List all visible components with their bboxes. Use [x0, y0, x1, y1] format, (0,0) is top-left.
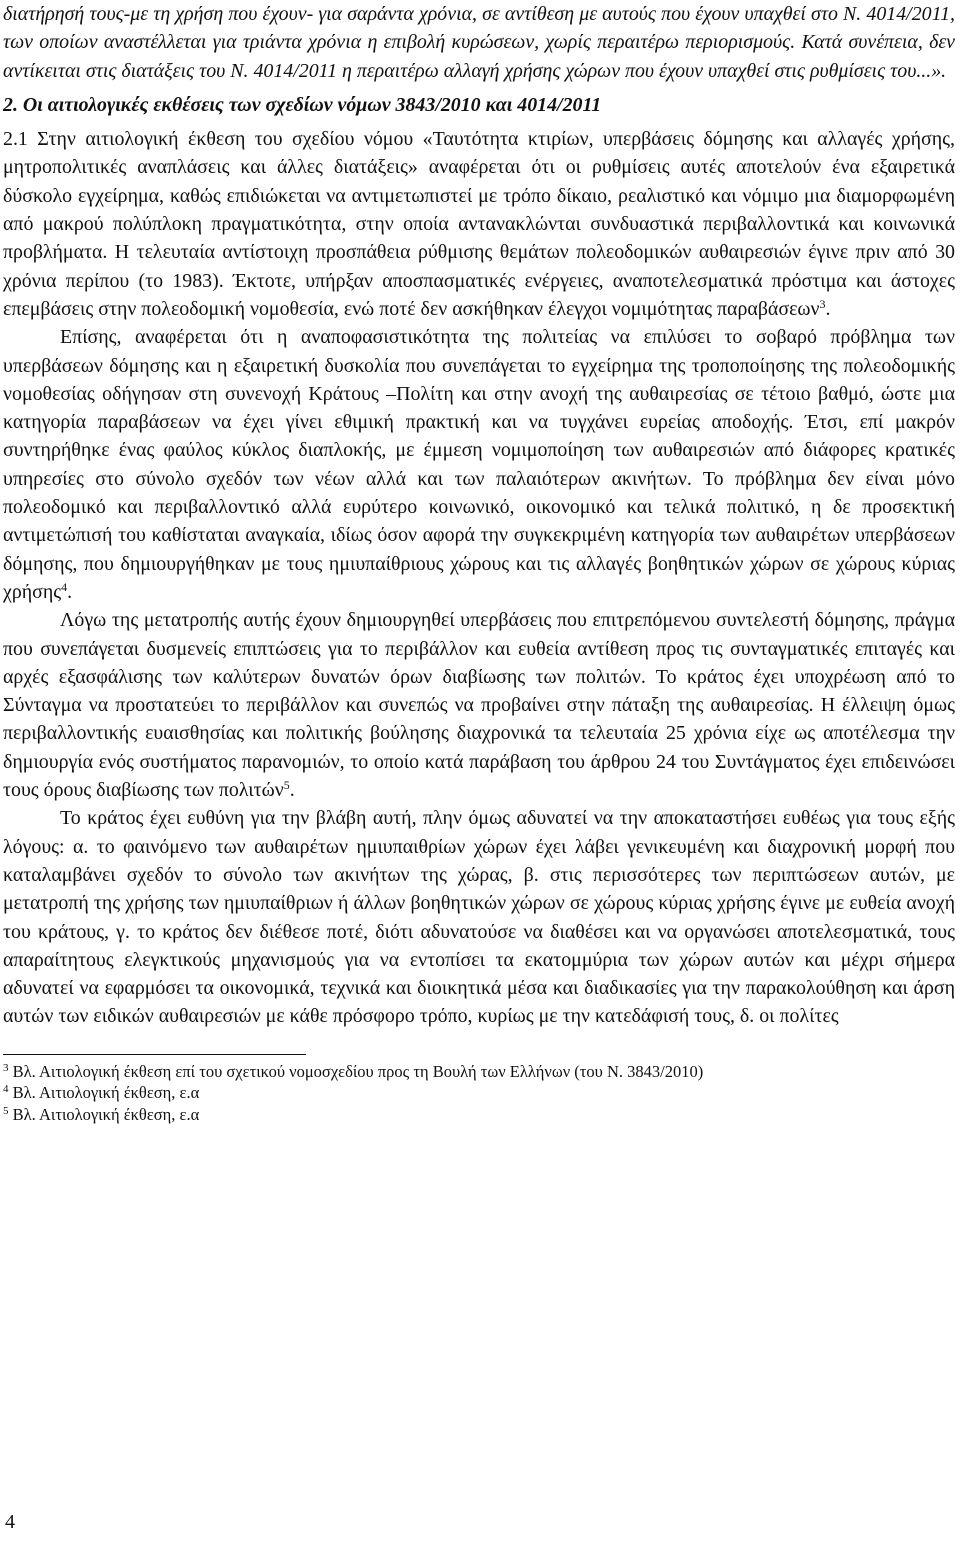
paragraph-2-1	[3, 125, 955, 323]
paragraph-logo	[3, 606, 955, 804]
footnote-4	[3, 1082, 955, 1104]
footnote-4-number: 4	[3, 1083, 9, 1096]
footnote-separator	[3, 1054, 306, 1055]
paragraph-logo-end: .	[289, 779, 295, 802]
footnote-5-number: 5	[3, 1104, 9, 1117]
footnote-3-number: 3	[3, 1061, 9, 1074]
footnote-ref-3[interactable]: 3	[819, 296, 826, 311]
paragraph-logo-text: Λόγω της μετατροπής αυτής έχουν δημιουργηθεί υπερβάσεις που επιτρεπόμενου συντελεστή δόμησης, πράγμα που συνεπάγεται δυσμενείς επιπτώσεις για το περιβάλλον και ευθεία αντίθεση προς τις συνταγματικές επιταγές και αρχές εξασφάλισης των καλύτερων δυνατών όρων διαβίωσης των πολιτών. Το κράτος έχει υποχρέωση από το Σύνταγμα να προστατεύει το περιβάλλον και συνεπώς να προβαίνει στην πάταξη της αυθαιρεσίας. Η έλλειψη όμως περιβαλλοντικής ευαισθησίας και πολιτικής βούλησης διαχρονικά τα τελευταία 25 χρόνια είχε ως αποτέλεσμα την δημιουργία ενός συστήματος παρανομιών, το οποίο κατά παράβαση του άρθρου 24 του Συντάγματος έχει επιδεινώσει τους όρους διαβίωσης των πολιτών	[3, 609, 955, 802]
section-heading: 2. Οι αιτιολογικές εκθέσεις των σχεδίων νόμων 3843/2010 και 4014/2011	[3, 93, 602, 116]
footnote-ref-4[interactable]: 4	[61, 579, 68, 594]
page-number: 4	[5, 1511, 15, 1533]
paragraph-kratos: Το κράτος έχει ευθύνη για την βλάβη αυτή, πλην όμως αδυνατεί να την αποκαταστήσει ευθέως για τους εξής λόγους: α. το φαινόμενο των αυθαιρέτων ημιυπαιθρίων χώρων έχει λάβει γενικευμένη και διαχρονική μορφή που καταλαμβάνει σχεδόν το σύνολο των ακινήτων της χώρας, β. στις περισσότερες των περιπτώσεων αυτών, με μετατροπή της χρήσης των ημιυπαίθριων ή άλλων βοηθητικών χώρων σε χώρους κύριας χρήσης έγινε με ευθεία ανοχή του κράτους, γ. το κράτος δεν διέθεσε ποτέ, διότι αδυνατούσε να διαθέσει και να οργανώσει αποτελεσματικά, τους απαραίτητους ελεγκτικούς μηχανισμούς για να εντοπίσει τα εκατομμύρια των χώρων αυτών και μέχρι σήμερα αδυνατεί να εφαρμόσει τα οικονομικά, τεχνικά και διοικητικά μέσα και διαδικασίες για την παρακολούθηση και άρση αυτών των ειδικών αυθαιρεσιών με κάθε πρόσφορο τρόπο, κυρίως με την κατεδάφισή τους, δ. οι πολίτες	[3, 807, 955, 1028]
paragraph-episis-end: .	[67, 580, 73, 603]
footnote-3-text: Βλ. Αιτιολογική έκθεση επί του σχετικού νομοσχεδίου προς τη Βουλή των Ελλήνων (του Ν. 3843/2010)	[12, 1061, 704, 1081]
footnote-ref-5[interactable]: 5	[283, 778, 290, 793]
footnote-4-text: Βλ. Αιτιολογική έκθεση, ε.α	[12, 1083, 200, 1103]
intro-quote-paragraph: διατήρησή τους-με τη χρήση που έχουν- για σαράντα χρόνια, σε αντίθεση με αυτούς που έχουν υπαχθεί στο Ν. 4014/2011, των οποίων αναστέλλεται για τριάντα χρόνια η επιβολή κυρώσεων, χωρίς περαιτέρω περιορισμούς. Κατά συνέπεια, δεν αντίκειται στις διατάξεις του Ν. 4014/2011 η περαιτέρω αλλαγή χρήσης χώρων που έχουν υπαχθεί στις ρυθμίσεις του...».	[3, 3, 955, 82]
paragraph-2-1-text: 2.1 Στην αιτιολογική έκθεση του σχεδίου νόμου «Ταυτότητα κτιρίων, υπερβάσεις δόμησης και αλλαγές χρήσης, μητροπολιτικές αναπλάσεις και άλλες διατάξεις» αναφέρεται ότι οι ρυθμίσεις αυτές αποτελούν ένα εξαιρετικά δύσκολο εγχείρημα, καθώς επιδιώκεται να αντιμετωπιστεί με τρόπο δίκαιο, ρεαλιστικό και νόμιμο μια διαμορφωμένη από μακρού πολύπλοκη πραγματικότητα, στην οποία αντανακλώνται συνδυαστικά περιβαλλοντικά και κοινωνικά προβλήματα. Η τελευταία αντίστοιχη προσπάθεια ρύθμισης θεμάτων πολεοδομικών αυθαιρεσιών έγινε πριν από 30 χρόνια περίπου (το 1983). Έκτοτε, υπήρξαν αποσπασματικές ενέργειες, αναποτελεσματικά πρόστιμα και άστοχες επεμβάσεις στην πολεοδομική νομοθεσία, ενώ ποτέ δεν ασκήθηκαν έλεγχοι νομιμότητας παραβάσεων	[3, 128, 955, 320]
paragraph-episis	[3, 323, 955, 606]
footnote-5-text: Βλ. Αιτιολογική έκθεση, ε.α	[12, 1104, 200, 1124]
footnote-3	[3, 1061, 955, 1083]
paragraph-episis-text: Επίσης, αναφέρεται ότι η αναποφασιστικότητα της πολιτείας να επιλύσει το σοβαρό πρόβλημα των υπερβάσεων δόμησης και η εξαιρετική δυσκολία που συνεπάγεται το εγχείρημα της τροποποίησης της πολεοδομικής νομοθεσίας οδήγησαν στη συνενοχή Κράτους –Πολίτη και στην ανοχή της αυθαιρεσίας σε τέτοιο βαθμό, ώστε μια κατηγορία παραβάσεων να έχει γίνει εθιμική πρακτική και να τυγχάνει ευρείας αποδοχής. Έτσι, επί μακρόν συντηρήθηκε ένας φαύλος κύκλος διαπλοκής, με έμμεση νομιμοποίηση των αυθαιρεσιών από διάφορες κρατικές υπηρεσίες στο σύνολο σχεδόν των νέων αλλά και των παλαιότερων ακινήτων. Το πρόβλημα δεν είναι μόνο πολεοδομικό και περιβαλλοντικό αλλά ευρύτερο κοινωνικό, οικονομικό και τελικά πολιτικό, η δε προσεκτική αντιμετώπισή του καθίσταται αναγκαία, ιδίως όσον αφορά την συγκεκριμένη κατηγορία των αυθαιρέτων υπερβάσεων δόμησης, που δημιουργήθηκαν με τους ημιυπαίθριους χώρους και τις αλλαγές βοηθητικών χώρων σε χώρους κύριας χρήσης	[3, 326, 955, 603]
footnote-5	[3, 1104, 955, 1126]
paragraph-2-1-end: .	[825, 297, 831, 320]
document-page	[3, 0, 955, 1125]
